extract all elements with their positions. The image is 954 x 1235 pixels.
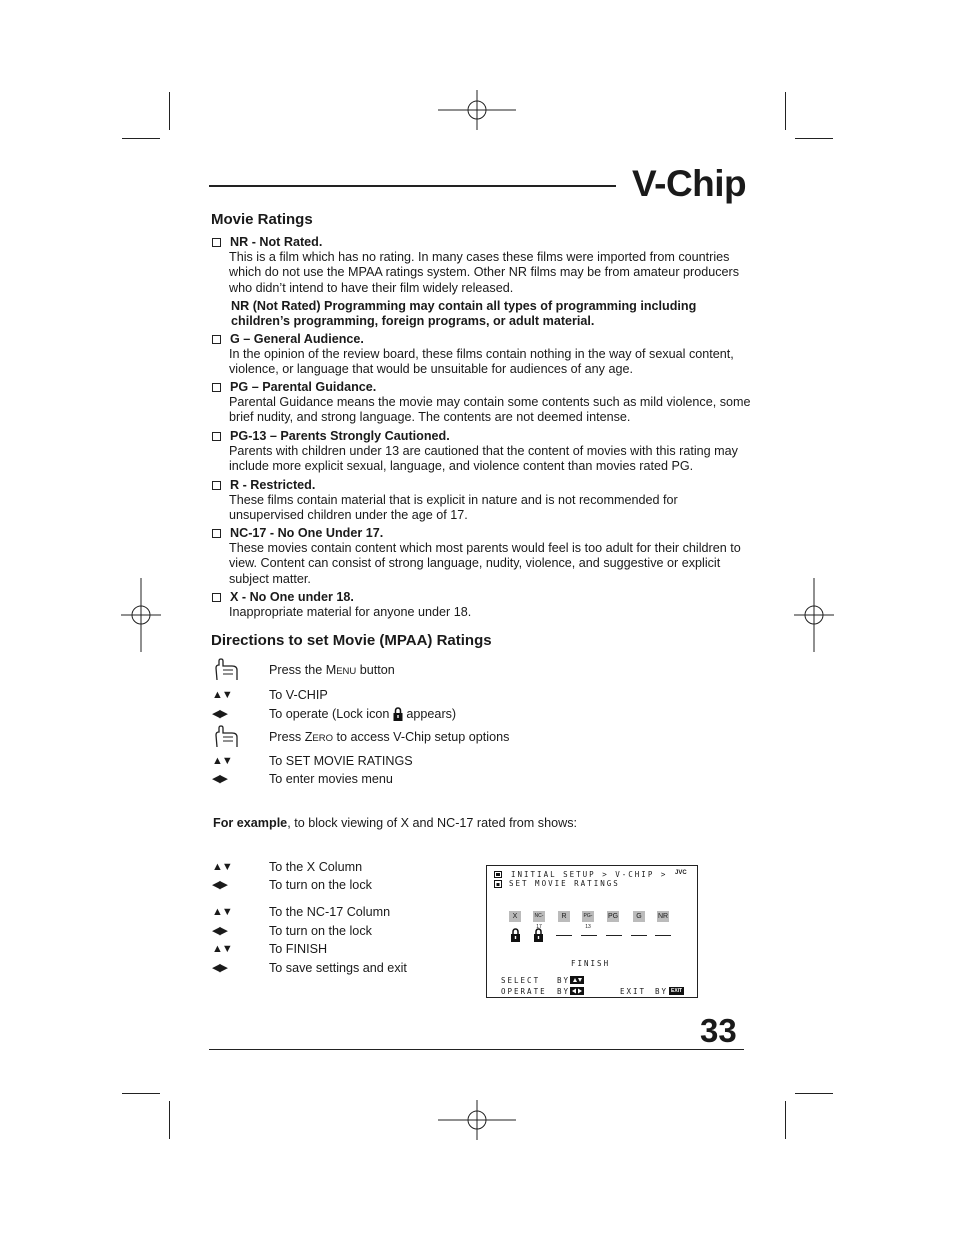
left-right-key-icon bbox=[570, 987, 584, 995]
rating-item-x bbox=[211, 590, 751, 620]
registration-mark-icon bbox=[794, 578, 834, 652]
tv-icon bbox=[494, 871, 502, 879]
rating-description: This is a film which has no rating. In many cases these films were imported from countries which do not use the MPAA ratings system. Other NR films may be from amateur producers who didn’t intend to have their film widely released. bbox=[229, 250, 740, 295]
step-text: To V-CHIP bbox=[269, 688, 328, 702]
osd-brand-logo: JVC bbox=[675, 870, 687, 876]
example-step bbox=[212, 922, 512, 940]
example-step bbox=[212, 940, 512, 958]
step-text: appears) bbox=[402, 707, 457, 721]
up-down-arrows-icon: ▲▼ bbox=[212, 755, 232, 767]
checkbox-bullet-icon bbox=[212, 383, 221, 392]
osd-rating-r: R bbox=[558, 911, 570, 922]
osd-rating-g: G bbox=[633, 911, 645, 922]
osd-rating-nr: NR bbox=[657, 913, 669, 920]
rating-label: NC-17 - No One Under 17. bbox=[230, 526, 384, 540]
step-text: To turn on the lock bbox=[269, 924, 372, 938]
step-text: To SET MOVIE RATINGS bbox=[269, 754, 413, 768]
up-down-arrows-icon: ▲▼ bbox=[212, 943, 232, 955]
crop-mark bbox=[785, 92, 786, 130]
crop-mark bbox=[795, 1093, 833, 1094]
rating-description: In the opinion of the review board, these films contain nothing in the way of sexual content, violence, or language that would be unsuitable for audiences of any age. bbox=[229, 347, 734, 377]
direction-step bbox=[212, 661, 512, 679]
step-text: To turn on the lock bbox=[269, 878, 372, 892]
step-text: To FINISH bbox=[269, 942, 328, 956]
osd-unlocked-dash bbox=[581, 935, 597, 936]
up-down-key-icon bbox=[570, 976, 584, 984]
osd-unlocked-dash bbox=[655, 935, 671, 936]
osd-unlocked-dash bbox=[556, 935, 572, 936]
left-right-arrows-icon: ◀▶ bbox=[212, 708, 227, 720]
rating-label: NR - Not Rated. bbox=[230, 235, 323, 249]
checkbox-bullet-icon bbox=[212, 335, 221, 344]
crop-mark bbox=[169, 92, 170, 130]
osd-by: BY bbox=[557, 976, 571, 985]
exit-key-icon: EXIT bbox=[671, 988, 683, 994]
example-step bbox=[212, 903, 512, 921]
osd-select-label: SELECT bbox=[501, 976, 541, 985]
direction-step bbox=[212, 705, 512, 723]
rating-label: X - No One under 18. bbox=[230, 590, 354, 604]
step-text: button bbox=[356, 663, 395, 677]
example-text bbox=[213, 816, 577, 830]
osd-subtitle: SET MOVIE RATINGS bbox=[509, 879, 620, 888]
osd-rating-x: X bbox=[509, 911, 521, 922]
checkbox-bullet-icon bbox=[212, 481, 221, 490]
example-step bbox=[212, 876, 512, 894]
page-title: V-Chip bbox=[632, 163, 747, 204]
lock-icon bbox=[533, 928, 544, 942]
osd-rating-nc17: NC-17 bbox=[534, 913, 544, 930]
bottom-rule bbox=[209, 1049, 744, 1050]
rating-label: PG – Parental Guidance. bbox=[230, 380, 377, 394]
checkbox-bullet-icon bbox=[212, 529, 221, 538]
up-down-arrows-icon: ▲▼ bbox=[212, 861, 232, 873]
osd-unlocked-dash bbox=[606, 935, 622, 936]
osd-finish: FINISH bbox=[571, 959, 611, 968]
example-bold: For example bbox=[213, 816, 288, 830]
rating-item-pg bbox=[211, 380, 751, 426]
nr-note: NR (Not Rated) Programming may contain all types of programming including children’s programming, foreign programs, or adult material. bbox=[231, 299, 697, 329]
left-right-arrows-icon: ◀▶ bbox=[212, 879, 227, 891]
left-right-arrows-icon: ◀▶ bbox=[212, 962, 227, 974]
rating-item-g bbox=[211, 332, 751, 378]
osd-by: BY bbox=[655, 987, 669, 996]
lock-icon bbox=[393, 707, 403, 721]
osd-exit-label: EXIT bbox=[620, 987, 647, 996]
title-rule bbox=[209, 185, 616, 187]
osd-screen bbox=[486, 865, 698, 998]
page-number: 33 bbox=[700, 1012, 737, 1049]
direction-step bbox=[212, 728, 512, 746]
rating-description: Parents with children under 13 are cautioned that the content of movies with this rating may include more explicit sexual, language, and violence content than movies rated PG. bbox=[229, 444, 738, 474]
step-text-smallcaps: ENU bbox=[336, 666, 357, 677]
example-step bbox=[212, 858, 512, 876]
registration-mark-icon bbox=[438, 90, 516, 130]
step-text-smallcaps: ERO bbox=[312, 733, 333, 744]
rating-item-nr bbox=[211, 235, 751, 296]
example-rest: , to block viewing of X and NC-17 rated from shows: bbox=[287, 816, 577, 830]
checkbox-bullet-icon bbox=[212, 238, 221, 247]
crop-mark bbox=[122, 1093, 160, 1094]
rating-description: Parental Guidance means the movie may contain some contents such as mild violence, some brief nudity, and strong language. The contents are not deemed intense. bbox=[229, 395, 751, 425]
movie-ratings-heading: Movie Ratings bbox=[211, 211, 313, 228]
rating-label: G – General Audience. bbox=[230, 332, 364, 346]
osd-operate-label: OPERATE bbox=[501, 987, 547, 996]
rating-label: R - Restricted. bbox=[230, 478, 316, 492]
lock-icon bbox=[494, 880, 502, 888]
directions-heading: Directions to set Movie (MPAA) Ratings bbox=[211, 632, 492, 649]
hand-press-icon bbox=[212, 658, 242, 682]
left-right-arrows-icon: ◀▶ bbox=[212, 925, 227, 937]
rating-item-r bbox=[211, 478, 751, 524]
rating-label: PG-13 – Parents Strongly Cautioned. bbox=[230, 429, 450, 443]
direction-step bbox=[212, 686, 512, 704]
step-text: Press the M bbox=[269, 663, 337, 677]
registration-mark-icon bbox=[438, 1100, 516, 1140]
hand-press-icon bbox=[212, 725, 242, 749]
checkbox-bullet-icon bbox=[212, 593, 221, 602]
step-text: To the X Column bbox=[269, 860, 363, 874]
osd-by: BY bbox=[557, 987, 571, 996]
step-text: To enter movies menu bbox=[269, 772, 393, 786]
crop-mark bbox=[169, 1101, 170, 1139]
lock-icon bbox=[510, 928, 521, 942]
step-text: To operate (Lock icon bbox=[269, 707, 393, 721]
rating-description: These movies contain content which most parents would feel is too adult for their children to view. Content can consist of strong language, nudity, violence, and suggestive or explicit subject matter. bbox=[229, 541, 741, 586]
osd-unlocked-dash bbox=[631, 935, 647, 936]
registration-mark-icon bbox=[121, 578, 161, 652]
up-down-arrows-icon: ▲▼ bbox=[212, 906, 232, 918]
example-step bbox=[212, 959, 512, 977]
step-text: Press Z bbox=[269, 730, 313, 744]
checkbox-bullet-icon bbox=[212, 432, 221, 441]
step-text: to access V-Chip setup options bbox=[332, 730, 510, 744]
crop-mark bbox=[795, 138, 833, 139]
osd-rating-pg13: PG-13 bbox=[583, 913, 593, 930]
direction-step bbox=[212, 770, 512, 788]
left-right-arrows-icon: ◀▶ bbox=[212, 773, 227, 785]
osd-rating-pg: PG bbox=[607, 913, 619, 920]
osd-breadcrumb: INITIAL SETUP > V-CHIP > bbox=[511, 870, 668, 879]
rating-item-pg13 bbox=[211, 429, 751, 475]
rating-item-nc17 bbox=[211, 526, 751, 587]
rating-description: These films contain material that is explicit in nature and is not recommended for unsupervised children under the age of 17. bbox=[229, 493, 678, 523]
step-text: To the NC-17 Column bbox=[269, 905, 391, 919]
crop-mark bbox=[122, 138, 160, 139]
up-down-arrows-icon: ▲▼ bbox=[212, 689, 232, 701]
rating-description: Inappropriate material for anyone under 18. bbox=[229, 605, 472, 620]
crop-mark bbox=[785, 1101, 786, 1139]
step-text: To save settings and exit bbox=[269, 961, 407, 975]
direction-step bbox=[212, 752, 512, 770]
